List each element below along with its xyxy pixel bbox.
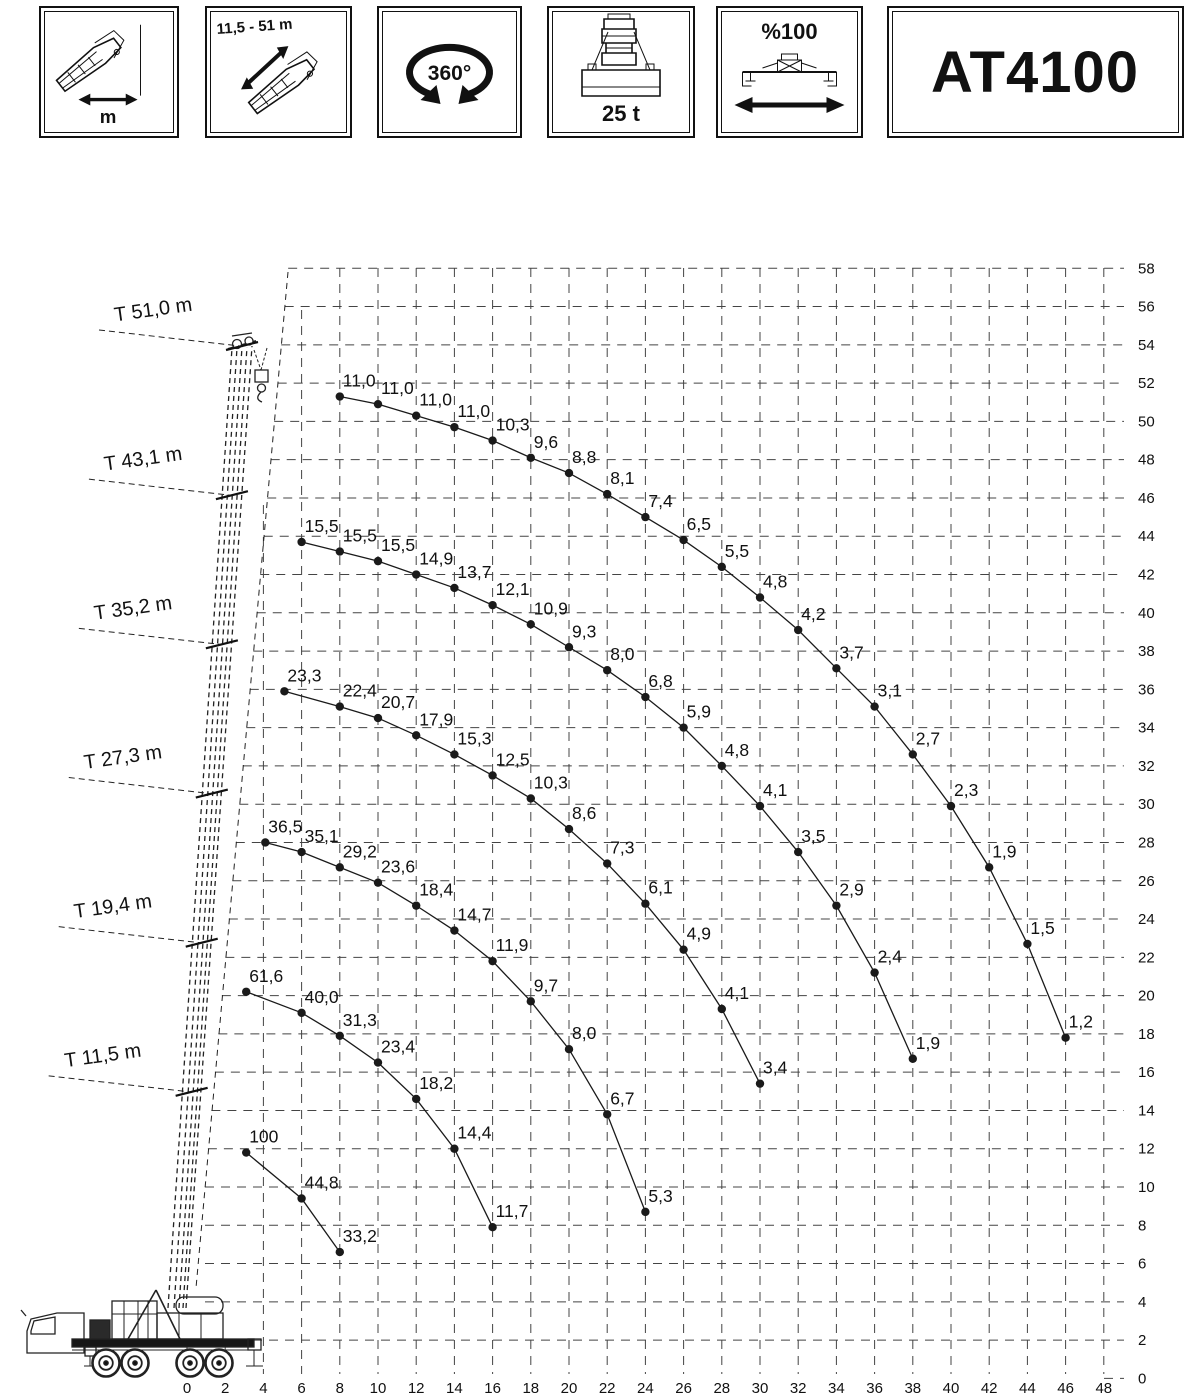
data-point [756,1079,764,1087]
data-point [603,490,611,498]
data-point [1061,1034,1069,1042]
data-point [794,848,802,856]
load-label: 9,6 [533,431,559,452]
boom-mark-tick [206,640,238,648]
data-point [336,702,344,710]
data-point [297,848,305,856]
x-axis-tick-label: 10 [369,1380,387,1397]
data-point [412,411,420,419]
x-axis-tick-label: 6 [297,1380,306,1397]
load-label: 22,4 [342,680,377,701]
load-label: 12,5 [495,749,530,770]
hook-block-icon [254,348,268,402]
data-point [488,957,496,965]
data-point [450,1145,458,1153]
load-label: 31,3 [342,1009,377,1030]
y-axis-tick-label: 12 [1138,1140,1155,1158]
load-label: 14,4 [457,1122,492,1143]
y-axis-tick-label: 38 [1138,643,1155,661]
load-label: 10,3 [533,772,568,793]
y-axis-tick-label: 28 [1138,834,1155,852]
load-label: 14,9 [419,548,454,569]
y-axis-tick-label: 26 [1138,872,1155,890]
load-label: 2,9 [839,879,864,900]
boom-mark-leader [69,778,210,794]
boom-mark-leader [59,927,200,943]
x-axis-tick-label: 20 [560,1380,578,1397]
boom-mark-tick [196,790,228,798]
boom-mark-leader [79,628,220,644]
load-label: 36,5 [268,816,303,837]
load-label: 100 [249,1126,279,1147]
badge-caption: 360° [427,62,472,85]
y-axis-tick-label: 50 [1138,413,1155,431]
load-label: 14,7 [457,904,492,925]
load-label: 11,0 [381,378,414,399]
curve-line [246,1153,340,1253]
y-axis-tick-label: 14 [1138,1102,1155,1120]
data-point [603,859,611,867]
x-axis-tick-label: 38 [904,1380,922,1397]
data-point [336,863,344,871]
y-axis-tick-label: 4 [1138,1293,1147,1311]
data-point [488,1223,496,1231]
load-label: 1,2 [1068,1011,1093,1032]
load-label: 35,1 [304,826,339,847]
load-label: 17,9 [419,709,454,730]
x-axis-tick-label: 28 [713,1380,731,1397]
x-axis-tick-label: 14 [446,1380,463,1397]
load-label: 11,9 [495,935,529,956]
load-label: 8,6 [572,803,597,824]
capacity-curve-19.4 [242,966,528,1232]
boom-mark-leader [49,1076,190,1092]
load-label: 8,0 [572,1023,597,1044]
load-label: 6,1 [648,877,673,898]
data-point [832,901,840,909]
data-point [909,1055,917,1063]
load-label: 18,2 [419,1072,454,1093]
x-axis-tick-label: 36 [866,1380,883,1397]
y-axis-tick-label: 20 [1138,987,1155,1005]
data-point [412,1095,420,1103]
x-axis-tick-label: 26 [675,1380,692,1397]
boom-length-label: T 43,1 m [102,442,184,476]
load-label: 12,1 [495,579,530,600]
x-axis-tick-label: 48 [1095,1380,1113,1397]
data-point [336,1032,344,1040]
x-axis-tick-label: 18 [522,1380,540,1397]
data-point [374,878,382,886]
data-point [374,714,382,722]
load-label: 10,3 [495,414,530,435]
data-point [641,1208,649,1216]
y-axis-tick-label: 48 [1138,451,1155,469]
data-point [641,693,649,701]
boom [168,346,252,1308]
load-label: 33,2 [342,1226,377,1247]
y-axis-tick-label: 58 [1138,260,1155,278]
boom-mark-leader [89,479,230,495]
y-axis-tick-label: 10 [1138,1179,1155,1196]
x-axis-tick-label: 24 [637,1380,654,1397]
data-point [603,1110,611,1118]
data-point [450,750,458,758]
load-label: 1,9 [992,841,1017,862]
data-point [336,1248,344,1256]
load-label: 4,1 [724,982,750,1003]
load-label: 3,5 [801,826,826,847]
load-label: 2,7 [915,728,941,749]
load-label: 5,3 [648,1185,673,1206]
load-label: 2,4 [877,946,902,967]
x-axis-tick-label: 0 [182,1380,192,1397]
data-point [794,626,802,634]
data-point [679,723,687,731]
data-point [527,454,535,462]
data-point [565,643,573,651]
load-label: 29,2 [342,841,377,862]
load-label: 13,7 [457,561,492,582]
boom-mark-tick [176,1088,208,1096]
load-label: 1,5 [1030,917,1055,938]
data-point [756,593,764,601]
load-label: 8,0 [610,644,635,665]
load-label: 4,9 [686,923,711,944]
data-point [718,1005,726,1013]
load-label: 8,1 [610,468,635,489]
data-point [909,750,917,758]
data-point [641,513,649,521]
load-label: 11,0 [457,401,491,422]
capacity-curves [242,371,1093,1257]
y-axis-tick-label: 42 [1138,566,1155,584]
data-point [565,469,573,477]
data-point [527,997,535,1005]
load-label: 15,5 [304,515,339,536]
load-label: 3,4 [763,1057,788,1078]
load-label: 3,7 [839,642,864,663]
x-axis-tick-label: 46 [1057,1380,1074,1397]
capacity-curve-51 [336,371,1093,1042]
load-label: 15,5 [342,525,377,546]
x-axis-tick-label: 8 [335,1380,344,1397]
load-label: 4,8 [724,739,750,760]
badge-caption: m [99,106,117,128]
data-point [297,1194,305,1202]
badge-caption: AT4100 [930,40,1140,105]
data-point [718,563,726,571]
load-label: 9,7 [533,975,559,996]
data-point [565,1045,573,1053]
y-axis-tick-label: 32 [1138,757,1155,775]
y-axis-tick-label: 30 [1138,796,1155,814]
data-point [488,436,496,444]
load-label: 23,6 [381,856,416,877]
data-point [832,664,840,672]
load-label: 6,5 [686,514,711,535]
load-label: 15,5 [381,535,416,556]
data-point [297,1009,305,1017]
load-label: 5,5 [724,540,750,561]
boom-length-label: T 51,0 m [112,293,194,327]
data-point [450,584,458,592]
crane-illustration [21,272,288,1377]
boom-mark-tick [186,939,218,947]
y-axis-tick-label: 56 [1138,298,1155,316]
data-point [336,547,344,555]
load-label: 8,8 [572,447,597,468]
data-point [336,392,344,400]
badge-caption: 11,5 - 51 m [216,15,293,38]
data-point [261,838,269,846]
data-point [450,926,458,934]
load-label: 2,3 [954,780,979,801]
boom-length-label: T 11,5 m [63,1039,143,1073]
load-label: 6,8 [648,671,673,692]
load-label: 23,4 [381,1036,416,1057]
grid [187,268,1124,1378]
data-point [374,1058,382,1066]
data-point [374,557,382,565]
data-point [870,702,878,710]
y-axis-tick-label: 54 [1138,336,1155,354]
data-point [242,988,250,996]
load-label: 6,7 [610,1088,635,1109]
load-label: 7,3 [610,837,635,858]
x-axis-tick-label: 34 [828,1380,845,1397]
load-label: 61,6 [249,965,284,986]
y-axis-tick-label: 24 [1138,911,1155,929]
load-label: 44,8 [304,1172,339,1193]
y-axis-tick-label: 2 [1138,1332,1147,1350]
data-point [297,538,305,546]
x-axis-tick-label: 42 [980,1380,998,1397]
boom-mark-leader [99,330,240,346]
y-axis-tick-label: 16 [1138,1064,1155,1082]
data-point [527,794,535,802]
data-point [412,570,420,578]
boom-length-marks [49,294,258,1096]
x-axis-tick-label: 32 [789,1380,807,1397]
load-label: 4,2 [801,604,826,625]
y-axis-tick-label: 22 [1138,949,1155,967]
x-axis-tick-label: 22 [598,1380,616,1397]
load-label: 20,7 [381,692,416,713]
y-axis-tick-label: 18 [1138,1025,1155,1043]
data-point [488,601,496,609]
data-point [527,620,535,628]
load-label: 11,0 [419,389,452,410]
data-point [641,900,649,908]
capacity-curve-43.1 [297,516,940,1063]
data-point [870,968,878,976]
data-point [947,802,955,810]
load-label: 23,3 [287,665,322,686]
data-point [718,762,726,770]
carrier-truck [21,1290,263,1377]
x-axis-tick-label: 12 [407,1380,425,1397]
y-axis-tick-label: 36 [1138,681,1155,699]
capacity-curve-11.5 [242,1127,377,1257]
y-axis-tick-label: 40 [1138,604,1155,622]
load-label: 15,3 [457,728,492,749]
y-axis-tick-label: 0 [1138,1370,1147,1388]
load-label: 9,3 [572,621,597,642]
load-label: 11,7 [495,1201,529,1222]
badge-caption: %100 [761,19,818,44]
load-label: 1,9 [915,1032,941,1053]
load-label: 4,8 [763,571,788,592]
data-point [374,400,382,408]
data-point [679,945,687,953]
x-axis-tick-label: 30 [751,1380,769,1397]
y-axis-tick-label: 52 [1138,375,1155,393]
load-label: 4,1 [763,780,788,801]
x-axis-tick-label: 4 [259,1380,268,1397]
y-axis-tick-label: 6 [1138,1255,1147,1273]
y-axis-tick-label: 34 [1138,719,1155,737]
load-label: 10,9 [533,598,568,619]
load-label: 5,9 [686,701,711,722]
boom-length-label: T 35,2 m [92,592,174,625]
data-point [280,687,288,695]
y-axis-tick-label: 46 [1138,489,1155,507]
data-point [412,731,420,739]
data-point [1023,940,1031,948]
load-label: 11,0 [342,370,376,391]
x-axis-tick-label: 2 [221,1380,230,1397]
data-point [242,1148,250,1156]
badge-caption: 25 t [602,101,640,126]
y-axis-tick-label: 44 [1138,528,1155,546]
load-label: 7,4 [648,491,673,512]
data-point [756,802,764,810]
data-point [565,825,573,833]
load-label: 18,4 [419,879,454,900]
load-label: 40,0 [304,986,339,1007]
boom-length-label: T 19,4 m [72,890,154,924]
boom-length-label: T 27,3 m [82,741,164,774]
x-axis-tick-label: 40 [942,1380,960,1397]
data-point [603,666,611,674]
data-point [412,901,420,909]
capacity-curve-27.3 [261,816,673,1216]
data-point [985,863,993,871]
load-label: 3,1 [877,680,902,701]
data-point [679,536,687,544]
x-axis-tick-label: 44 [1019,1380,1036,1397]
y-axis-tick-label: 8 [1138,1217,1147,1235]
x-axis-tick-label: 16 [484,1380,501,1397]
data-point [450,423,458,431]
data-point [488,771,496,779]
